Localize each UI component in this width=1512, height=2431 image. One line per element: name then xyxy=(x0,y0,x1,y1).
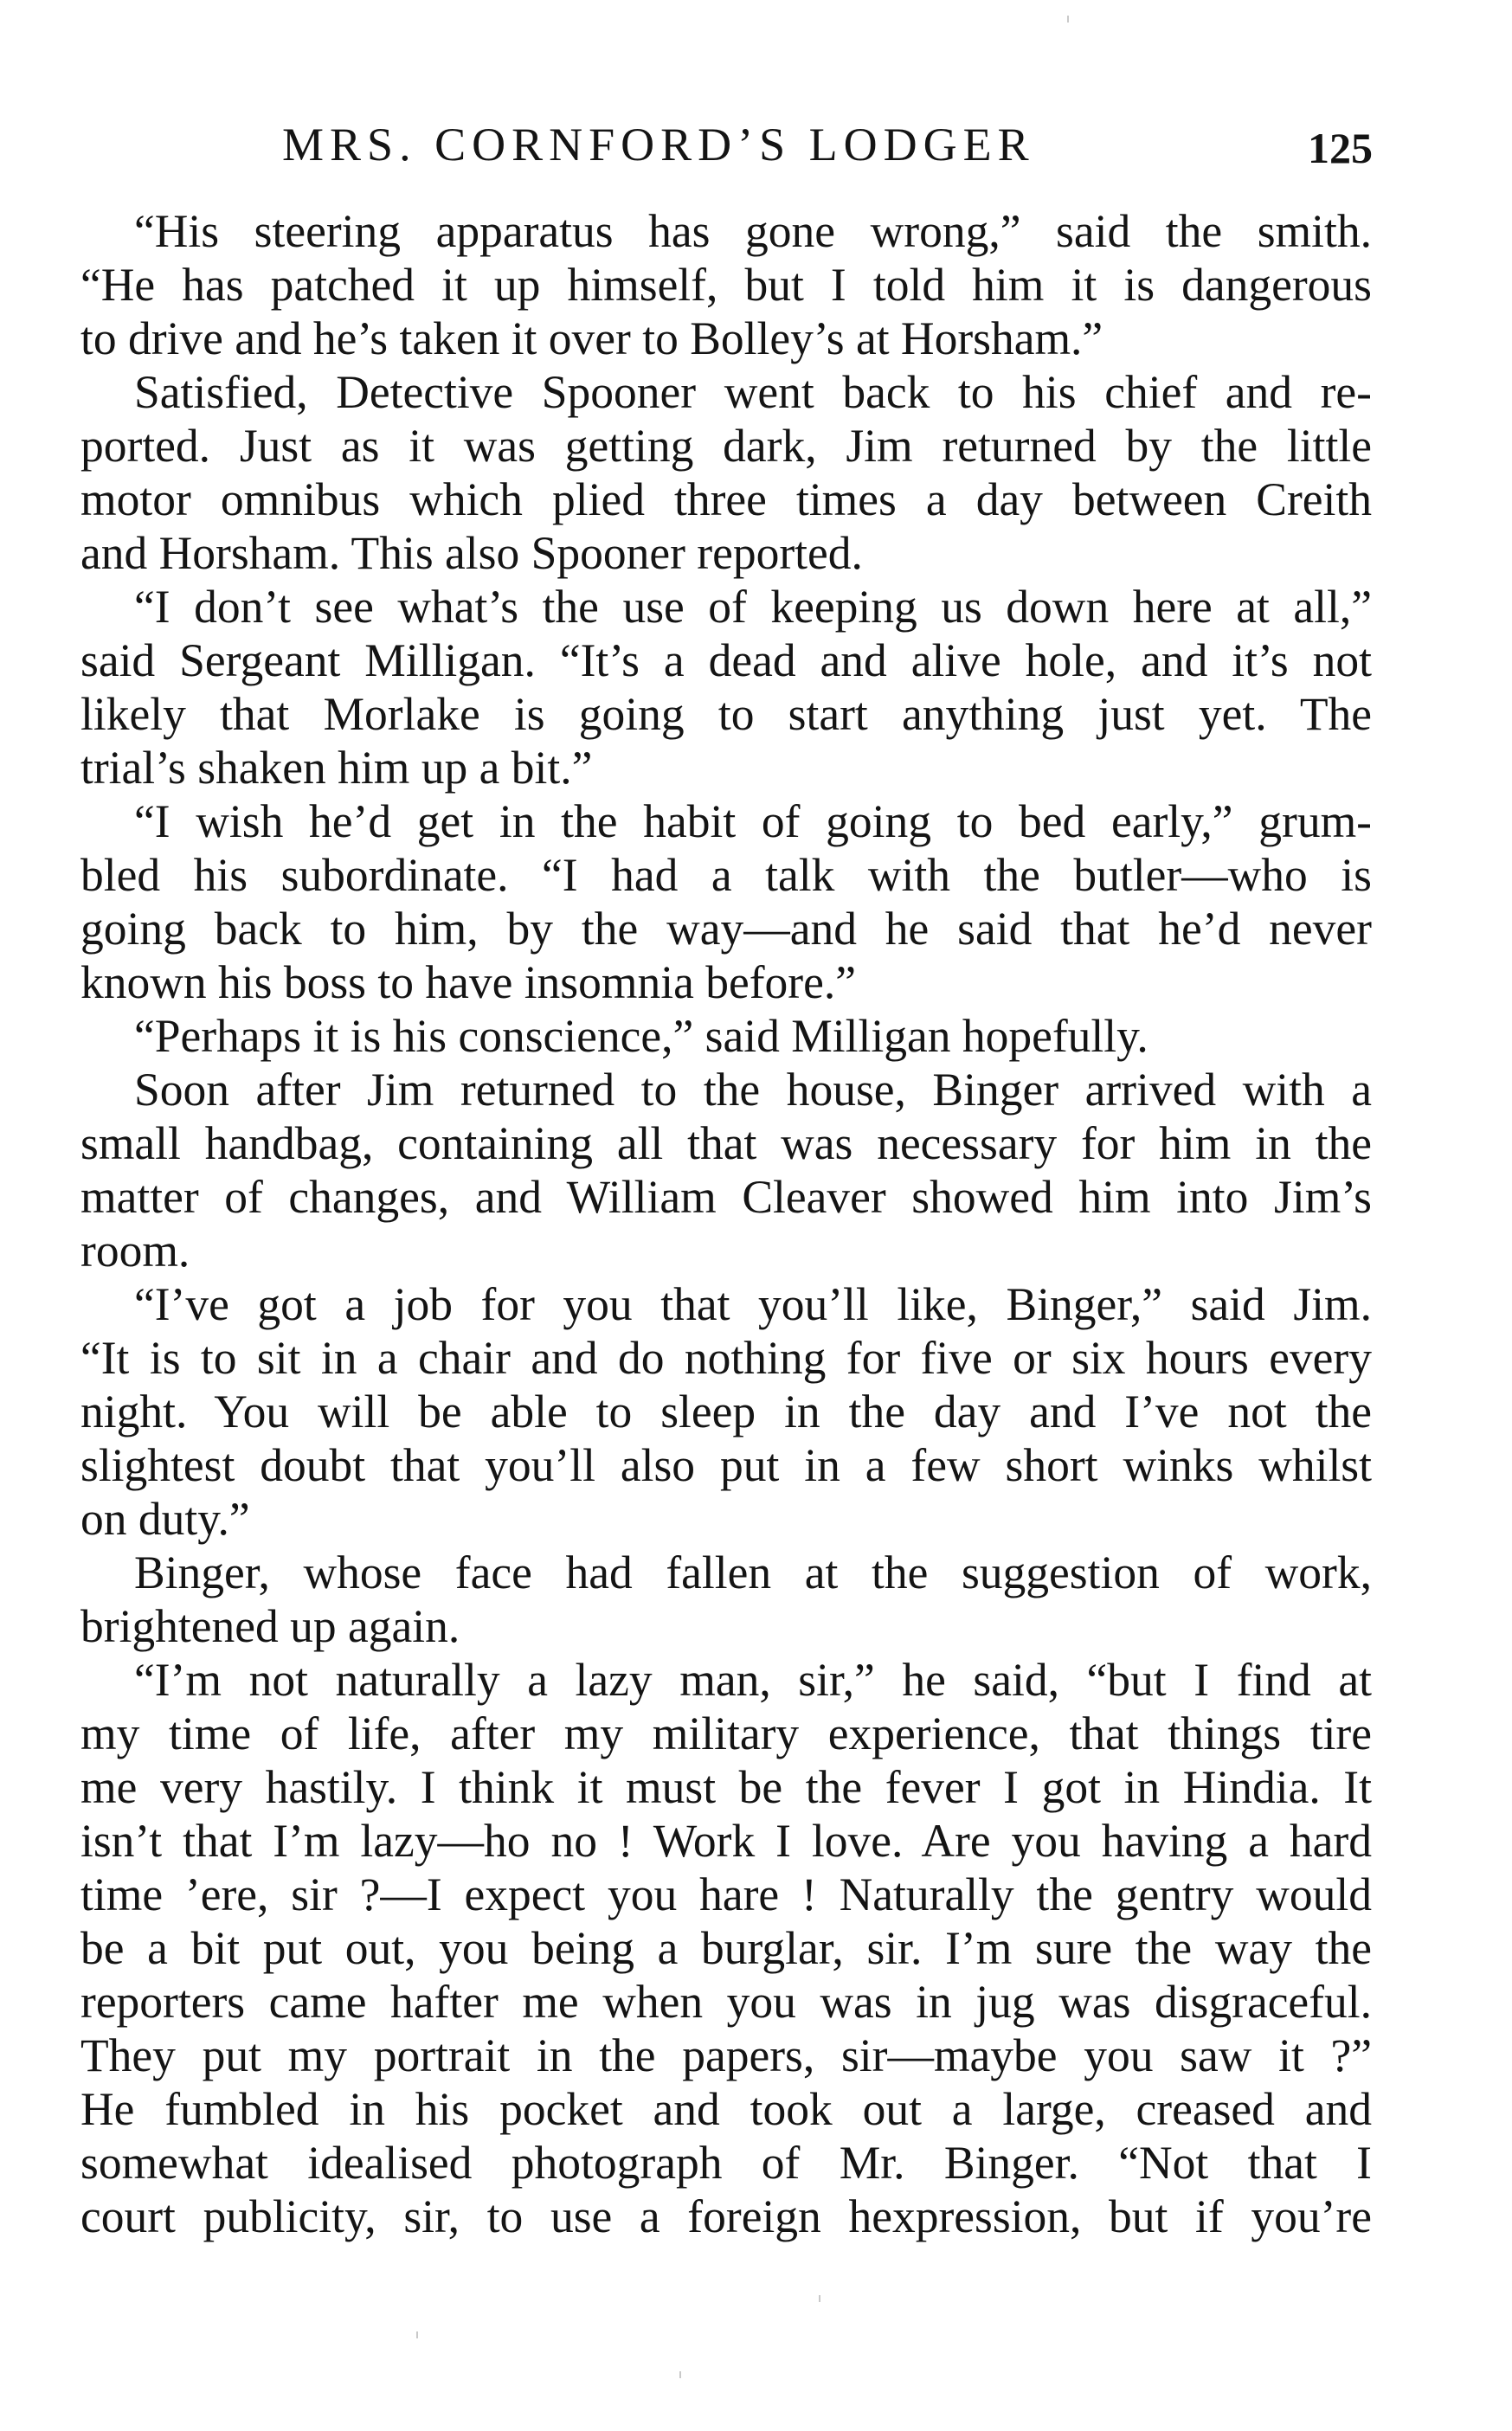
text-line: ported. Just as it was getting dark, Jim returned by the little xyxy=(80,420,1372,472)
text-line: going back to him, by the way—and he said that he’d never xyxy=(80,903,1372,955)
text-line: “I’ve got a job for you that you’ll like, Binger,” said Jim. xyxy=(134,1278,1372,1330)
text-line: He fumbled in his pocket and took out a large, creased and xyxy=(80,2083,1372,2135)
paper-speck xyxy=(1067,16,1069,23)
text-line: slightest doubt that you’ll also put in a few short winks whilst xyxy=(80,1439,1372,1491)
text-line: to drive and he’s taken it over to Bolley’s at Horsham.” xyxy=(80,312,1103,364)
text-line: me very hastily. I think it must be the fever I got in Hindia. It xyxy=(80,1761,1372,1813)
text-line: “His steering apparatus has gone wrong,” said the smith. xyxy=(134,205,1372,257)
text-line: night. You will be able to sleep in the day and I’ve not the xyxy=(80,1386,1372,1437)
text-line: court publicity, sir, to use a foreign hexpression, but if you’re xyxy=(80,2190,1372,2242)
text-line: motor omnibus which plied three times a day between Creith xyxy=(80,473,1372,525)
paper-speck xyxy=(819,2295,820,2302)
paper-speck xyxy=(416,2331,418,2338)
text-line: “He has patched it up himself, but I told him it is dangerous xyxy=(80,259,1372,311)
text-line: reporters came hafter me when you was in jug was disgraceful. xyxy=(80,1976,1372,2028)
text-line: said Sergeant Milligan. “It’s a dead and alive hole, and it’s not xyxy=(80,634,1372,686)
text-line: They put my portrait in the papers, sir—maybe you saw it ?” xyxy=(80,2029,1372,2081)
page-number: 125 xyxy=(1308,124,1373,172)
text-line: be a bit put out, you being a burglar, sir. I’m sure the way the xyxy=(80,1922,1372,1974)
text-line: likely that Morlake is going to start anything just yet. The xyxy=(80,688,1372,740)
text-line: Satisfied, Detective Spooner went back to his chief and re- xyxy=(134,366,1372,418)
running-title: MRS. CORNFORD’S LODGER xyxy=(282,119,1035,170)
text-line: my time of life, after my military experience, that things tire xyxy=(80,1707,1372,1759)
body-text xyxy=(80,204,1372,2243)
text-line: and Horsham. This also Spooner reported. xyxy=(80,527,863,579)
text-line: time ’ere, sir ?—I expect you hare ! Naturally the gentry would xyxy=(80,1868,1372,1920)
text-line: Binger, whose face had fallen at the suggestion of work, xyxy=(134,1547,1372,1598)
text-line: “Perhaps it is his conscience,” said Milligan hopefully. xyxy=(134,1010,1148,1062)
text-line: “I wish he’d get in the habit of going to bed early,” grum- xyxy=(134,795,1372,847)
text-line: Soon after Jim returned to the house, Binger arrived with a xyxy=(134,1064,1372,1116)
text-line: on duty.” xyxy=(80,1493,250,1545)
text-line: room. xyxy=(80,1225,190,1277)
text-line: “I’m not naturally a lazy man, sir,” he said, “but I find at xyxy=(134,1654,1372,1706)
text-line: bled his subordinate. “I had a talk with the butler—who is xyxy=(80,849,1372,901)
text-line: matter of changes, and William Cleaver showed him into Jim’s xyxy=(80,1171,1372,1223)
text-line: trial’s shaken him up a bit.” xyxy=(80,742,593,794)
running-head xyxy=(83,114,1373,175)
text-line: known his boss to have insomnia before.” xyxy=(80,956,856,1008)
text-line: “It is to sit in a chair and do nothing for five or six hours every xyxy=(80,1332,1372,1384)
text-line: small handbag, containing all that was necessary for him in the xyxy=(80,1117,1372,1169)
text-line: somewhat idealised photograph of Mr. Binger. “Not that I xyxy=(80,2137,1372,2189)
text-line: isn’t that I’m lazy—ho no ! Work I love. Are you having a hard xyxy=(80,1815,1372,1867)
text-line: brightened up again. xyxy=(80,1600,460,1652)
paper-speck xyxy=(679,2371,681,2378)
text-line: “I don’t see what’s the use of keeping us down here at all,” xyxy=(134,581,1372,633)
